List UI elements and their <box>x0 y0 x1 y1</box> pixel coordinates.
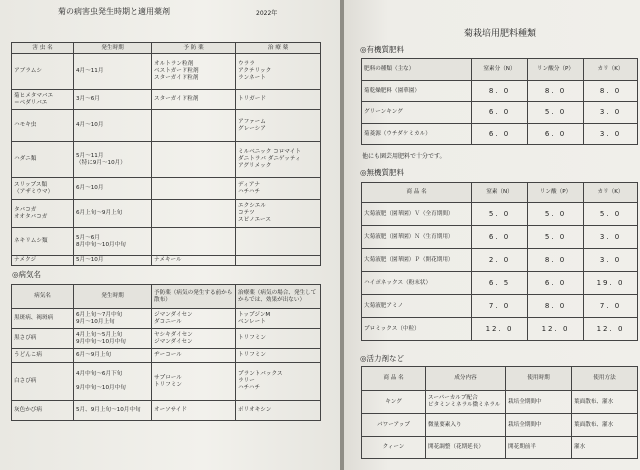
inorganic-table-header <box>362 183 638 203</box>
nitrogen-cell: 2. 0 <box>472 249 528 272</box>
pest-table-row <box>12 142 321 178</box>
ingredient-cell: 開花調整（花期延長） <box>426 437 506 459</box>
pest-period-cell: 5月～6月 8月中旬～10月中旬 <box>74 228 152 256</box>
product-name-cell: 大菊液肥（園華園）Ｐ（開花期用） <box>362 249 472 272</box>
inorganic-table-row <box>362 249 638 272</box>
pest-name-cell: ハモキ虫 <box>12 110 74 142</box>
disease-prevent-cell: ヤシキダイセン ジマンダイセン <box>152 329 236 349</box>
disease-prevent-cell: オーソサイド <box>152 401 236 421</box>
organic-table <box>361 58 638 145</box>
disease-header-treat: 治療薬（病気の場合、発生してからでは、効果が出ない） <box>236 285 321 309</box>
pest-table-header <box>12 43 321 54</box>
inorganic-header-n: 窒素（N） <box>472 183 528 203</box>
disease-table-row <box>12 401 321 421</box>
disease-period-cell: 4月上旬～5月上旬 9月中旬～10月中旬 <box>74 329 152 349</box>
nitrogen-cell: 6. 0 <box>472 124 528 145</box>
disease-table-row <box>12 329 321 349</box>
disease-header-prevent: 予防薬（病気の発生する前から散布） <box>152 285 236 309</box>
disease-name-cell: うどんこ病 <box>12 349 74 363</box>
organic-table-header <box>362 59 638 81</box>
pest-prevent-cell <box>152 178 236 200</box>
disease-header-period: 発生時期 <box>74 285 152 309</box>
organic-section-heading: ◎有機質肥料 <box>360 45 405 54</box>
disease-name-cell: 黒斑病、褐斑病 <box>12 309 74 329</box>
document-year: 2022年 <box>256 10 278 17</box>
usage-time-cell: 栽培全期間中 <box>506 391 572 414</box>
vitality-table-row <box>362 437 638 459</box>
pest-treat-cell: ウララ アクテリック ランネート <box>236 54 321 90</box>
disease-table-row <box>12 349 321 363</box>
inorganic-header-k: カリ（K） <box>584 183 638 203</box>
phosphate-cell: 6. 0 <box>528 272 584 295</box>
pest-prevent-cell <box>152 110 236 142</box>
nitrogen-cell: 6. 0 <box>472 102 528 124</box>
vitality-table <box>361 366 638 459</box>
pest-name-cell: スリップス類 （アザミウマ） <box>12 178 74 200</box>
pest-period-cell: 5月～11月 （特に9月～10月） <box>74 142 152 178</box>
disease-treat-cell: ポリオキシン <box>236 401 321 421</box>
nitrogen-cell: 8. 0 <box>472 81 528 102</box>
nitrogen-cell: 7. 0 <box>472 295 528 318</box>
product-name-cell: 大菊液肥（園華園）Ｖ（全育期間） <box>362 203 472 226</box>
pest-prevent-cell: スターガイド粒剤 <box>152 90 236 110</box>
pest-table-row <box>12 256 321 266</box>
potassium-cell: 3. 0 <box>584 249 638 272</box>
organic-header-p: リン酸分（P） <box>528 59 584 81</box>
fertilizer-name-cell: 菊菱源（ウチダケミカル） <box>362 124 472 145</box>
potassium-cell: 3. 0 <box>584 102 638 124</box>
pest-name-cell: 菊ヒメタマバエ ＝ベダリバエ <box>12 90 74 110</box>
organic-table-row <box>362 81 638 102</box>
vitality-table-row <box>362 414 638 437</box>
pest-prevent-cell: オルトラン粒剤 ベストガード粒剤 スターガイド粒剤 <box>152 54 236 90</box>
pest-name-cell: アブラムシ <box>12 54 74 90</box>
usage-method-cell: 葉面散布、灌水 <box>572 414 638 437</box>
nitrogen-cell: 6. 0 <box>472 226 528 249</box>
pest-table-row <box>12 110 321 142</box>
product-name-cell: 大菊液肥（園華園）Ｎ（生育期用） <box>362 226 472 249</box>
pest-prevent-cell <box>152 228 236 256</box>
pest-header-period: 発生時期 <box>74 43 152 54</box>
pest-table <box>11 42 321 266</box>
vitality-header-name: 商 品 名 <box>362 367 426 391</box>
vitality-table-row <box>362 391 638 414</box>
phosphate-cell: 8. 0 <box>528 249 584 272</box>
inorganic-table-row <box>362 203 638 226</box>
inorganic-header-name: 商 品 名 <box>362 183 472 203</box>
pest-name-cell: タバコガ オオタバコガ <box>12 200 74 228</box>
disease-treat-cell: プラントバックス ラリー ハチハチ <box>236 363 321 401</box>
disease-treat-cell: トリフミン <box>236 329 321 349</box>
pest-name-cell: ハダニ類 <box>12 142 74 178</box>
vitality-header-content: 成分内容 <box>426 367 506 391</box>
pest-chart-title: 菊の病害虫発生時期と適用薬剤 <box>58 7 170 16</box>
organic-table-row <box>362 124 638 145</box>
organic-header-name: 肥料の種類（主な） <box>362 59 472 81</box>
disease-table-header <box>12 285 321 309</box>
disease-table <box>11 284 321 421</box>
potassium-cell: 12. 0 <box>584 318 638 341</box>
pest-period-cell: 6月～10月 <box>74 178 152 200</box>
potassium-cell: 3. 0 <box>584 226 638 249</box>
pest-treat-cell: エクシエル コテツ スピノエース <box>236 200 321 228</box>
nitrogen-cell: 5. 0 <box>472 203 528 226</box>
organic-header-k: カリ（K） <box>584 59 638 81</box>
disease-period-cell: 6月～9月上旬 <box>74 349 152 363</box>
fertilizer-name-cell: 菊乾燥肥料（園華園） <box>362 81 472 102</box>
pest-header-prevent: 予 防 薬 <box>152 43 236 54</box>
phosphate-cell: 5. 0 <box>528 102 584 124</box>
vitality-header-time: 使用時期 <box>506 367 572 391</box>
disease-name-cell: 白さび病 <box>12 363 74 401</box>
pest-header-treat: 治 療 薬 <box>236 43 321 54</box>
fertilizer-name-cell: グリーンキング <box>362 102 472 124</box>
inorganic-header-p: リン酸（P） <box>528 183 584 203</box>
potassium-cell: 7. 0 <box>584 295 638 318</box>
pest-table-row <box>12 228 321 256</box>
pest-header-name: 害 虫 名 <box>12 43 74 54</box>
inorganic-table-row <box>362 226 638 249</box>
pest-prevent-cell: ナメキール <box>152 256 236 266</box>
organic-header-n: 窒素分（N） <box>472 59 528 81</box>
disease-period-cell: 4月中旬～6月下旬 9月中旬～10月中旬 <box>74 363 152 401</box>
pest-period-cell: 5月～10月 <box>74 256 152 266</box>
pest-period-cell: 4月～10月 <box>74 110 152 142</box>
right-document-sheet <box>344 0 640 470</box>
pest-table-row <box>12 178 321 200</box>
phosphate-cell: 6. 0 <box>528 124 584 145</box>
product-name-cell: パワーアップ <box>362 414 426 437</box>
disease-section-heading: ◎病気名 <box>12 270 42 279</box>
inorganic-table-row <box>362 295 638 318</box>
disease-header-name: 病気名 <box>12 285 74 309</box>
potassium-cell: 5. 0 <box>584 203 638 226</box>
product-name-cell: クィーン <box>362 437 426 459</box>
pest-table-row <box>12 54 321 90</box>
inorganic-table-row <box>362 318 638 341</box>
usage-time-cell: 栽培全期間中 <box>506 414 572 437</box>
disease-prevent-cell: サプロール トリフミン <box>152 363 236 401</box>
pest-treat-cell <box>236 228 321 256</box>
product-name-cell: 大菊液肥アミノ <box>362 295 472 318</box>
pest-name-cell: ナメクジ <box>12 256 74 266</box>
disease-table-row <box>12 309 321 329</box>
inorganic-table <box>361 182 638 341</box>
vitality-table-header <box>362 367 638 391</box>
vitality-header-method: 使用方法 <box>572 367 638 391</box>
disease-treat-cell: トリフミン <box>236 349 321 363</box>
disease-treat-cell: トップジンM ベンレート <box>236 309 321 329</box>
disease-table-row <box>12 363 321 401</box>
nitrogen-cell: 6. 5 <box>472 272 528 295</box>
pest-treat-cell: トリガード <box>236 90 321 110</box>
pest-period-cell: 4月～11月 <box>74 54 152 90</box>
disease-period-cell: 6月上旬～7月中旬 9月～10月上旬 <box>74 309 152 329</box>
organic-table-row <box>362 102 638 124</box>
usage-method-cell: 灌水 <box>572 437 638 459</box>
phosphate-cell: 8. 0 <box>528 81 584 102</box>
product-name-cell: キング <box>362 391 426 414</box>
potassium-cell: 8. 0 <box>584 81 638 102</box>
product-name-cell: ハイポネックス（粉末状） <box>362 272 472 295</box>
fertilizer-title: 菊栽培用肥料種類 <box>464 29 537 39</box>
usage-method-cell: 葉面散布、灌水 <box>572 391 638 414</box>
pest-period-cell: 3月～6月 <box>74 90 152 110</box>
pest-treat-cell <box>236 256 321 266</box>
nitrogen-cell: 12. 0 <box>472 318 528 341</box>
ingredient-cell: スーパーカルプ配合 ビタミンミネラル微ミネラル <box>426 391 506 414</box>
disease-prevent-cell: ジマンダイセン ダコニール <box>152 309 236 329</box>
vitality-section-heading: ◎活力剤など <box>360 354 405 363</box>
disease-prevent-cell: ヂーコール <box>152 349 236 363</box>
inorganic-table-row <box>362 272 638 295</box>
organic-note: 他にも園芸用肥料で十分です。 <box>362 153 446 160</box>
potassium-cell: 19. 0 <box>584 272 638 295</box>
pest-treat-cell: アファーム グレーシア <box>236 110 321 142</box>
pest-prevent-cell <box>152 142 236 178</box>
pest-table-row <box>12 90 321 110</box>
pest-period-cell: 6月上旬～9月上旬 <box>74 200 152 228</box>
disease-name-cell: 灰色かび病 <box>12 401 74 421</box>
phosphate-cell: 12. 0 <box>528 318 584 341</box>
ingredient-cell: 微量要素入り <box>426 414 506 437</box>
disease-name-cell: 黒さび病 <box>12 329 74 349</box>
inorganic-section-heading: ◎無機質肥料 <box>360 168 405 177</box>
pest-prevent-cell <box>152 200 236 228</box>
potassium-cell: 3. 0 <box>584 124 638 145</box>
disease-period-cell: 5月、9月上旬～10月中旬 <box>74 401 152 421</box>
phosphate-cell: 5. 0 <box>528 203 584 226</box>
pest-treat-cell: ミルベニック コロマイト ダニトラバ ダニゲッティ アグリメック <box>236 142 321 178</box>
product-name-cell: プロミックス（中粒） <box>362 318 472 341</box>
phosphate-cell: 5. 0 <box>528 226 584 249</box>
usage-time-cell: 開花期前半 <box>506 437 572 459</box>
pest-table-row <box>12 200 321 228</box>
pest-treat-cell: ディアナ ハチハチ <box>236 178 321 200</box>
phosphate-cell: 8. 0 <box>528 295 584 318</box>
pest-name-cell: ネキリムシ類 <box>12 228 74 256</box>
